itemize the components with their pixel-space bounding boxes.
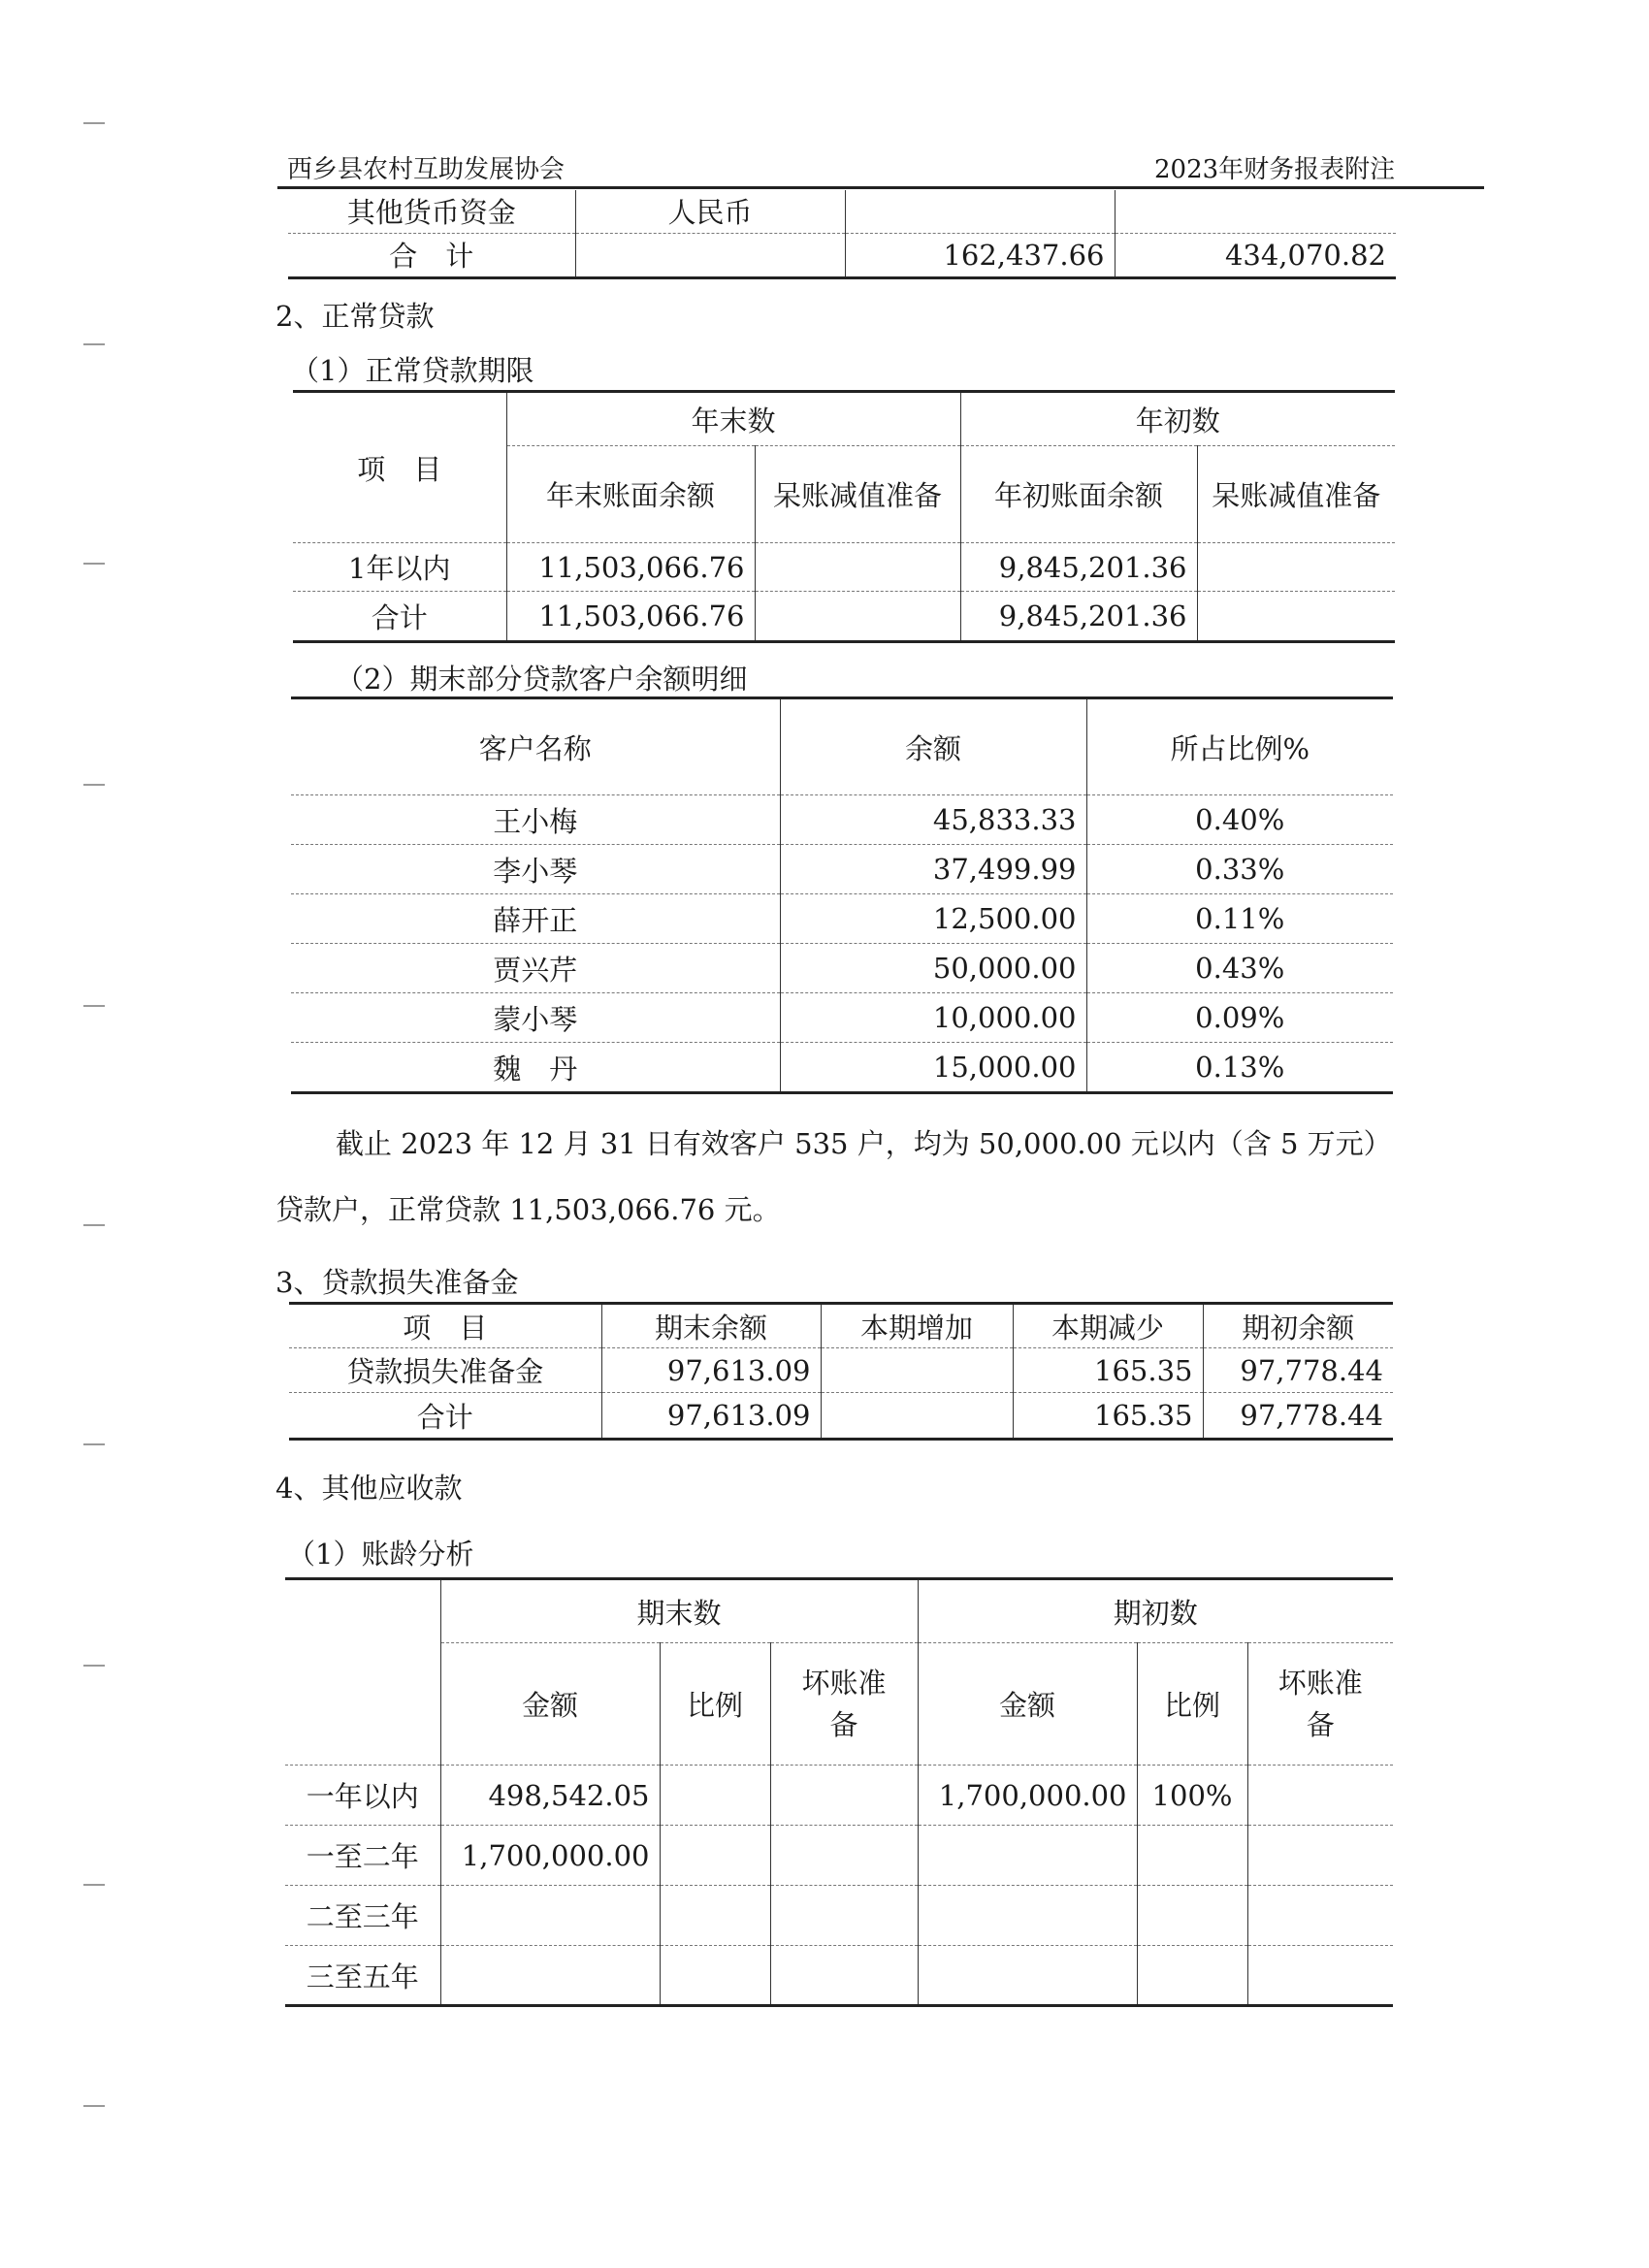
customer-ratio: 0.43% [1086,944,1393,993]
begin-balance-header: 年初账面余额 [960,446,1197,543]
cash-table [288,190,1396,279]
begin-ratio-header: 比例 [1137,1643,1247,1766]
end-bad-debt [770,1826,918,1886]
total-increase [821,1393,1013,1440]
customer-name: 贾兴芹 [291,944,780,993]
begin-ratio [1137,1946,1247,2006]
table-row [291,894,1393,944]
subsection-title: （1）正常贷款期限 [291,354,534,387]
cash-end [845,190,1115,233]
begin-bad-debt [1247,1826,1393,1886]
end-amount: 1,700,000.00 [440,1826,660,1886]
customer-name: 李小琴 [291,845,780,894]
margin-mark [83,784,105,786]
total-end-balance: 11,503,066.76 [506,592,755,642]
table-row [291,795,1393,845]
end-group-header: 年末数 [506,392,960,446]
table-row [289,1304,1393,1348]
begin-bad-debt [1247,1886,1393,1946]
total-label: 合计 [289,1393,601,1440]
begin-amount [918,1826,1137,1886]
cash-item: 其他货币资金 [288,190,575,233]
end-ratio [660,1766,770,1826]
table-row [293,592,1395,642]
begin-amount [918,1946,1137,2006]
customer-name: 魏 丹 [291,1043,780,1093]
begin-ratio: 100% [1137,1766,1247,1826]
begin-bad-debt-header [1247,1643,1393,1766]
margin-mark [83,1005,105,1007]
end-ratio-header: 比例 [660,1643,770,1766]
section-title: 2、正常贷款 [275,300,435,333]
begin-bad-debt [1247,1946,1393,2006]
cash-begin [1115,190,1396,233]
row-decrease: 165.35 [1013,1348,1203,1393]
total-begin-balance: 97,778.44 [1203,1393,1393,1440]
row-begin-reserve [1197,543,1395,592]
margin-mark [83,1884,105,1886]
table-row [293,392,1395,446]
customer-ratio: 0.40% [1086,795,1393,845]
end-balance-header: 期末余额 [601,1304,821,1348]
end-bad-debt [770,1886,918,1946]
begin-bad-debt [1247,1766,1393,1826]
customer-amount: 50,000.00 [780,944,1086,993]
customer-amount: 15,000.00 [780,1043,1086,1093]
end-ratio [660,1826,770,1886]
end-amount [440,1946,660,2006]
margin-mark [83,343,105,345]
ratio-header: 所占比例% [1086,698,1393,795]
document-title: 2023年财务报表附注 [1154,155,1396,184]
customer-name: 蒙小琴 [291,993,780,1043]
customer-ratio: 0.11% [1086,894,1393,944]
cash-currency [575,233,845,277]
subsection-title: （1）账龄分析 [287,1538,474,1571]
table-row [288,233,1396,277]
margin-mark [83,1224,105,1226]
begin-amount [918,1886,1137,1946]
end-bad-debt [770,1766,918,1826]
margin-mark [83,2105,105,2107]
customer-ratio: 0.13% [1086,1043,1393,1093]
end-amount [440,1886,660,1946]
org-name: 西乡县农村互助发展协会 [287,155,566,184]
margin-mark [83,1665,105,1667]
subsection-title: （2）期末部分贷款客户余额明细 [336,663,748,696]
summary-paragraph-line2: 贷款户，正常贷款 11,503,066.76 元。 [275,1193,781,1226]
table-row [289,1348,1393,1393]
table-row [288,190,1396,233]
margin-mark [83,122,105,124]
item-header: 项 目 [289,1304,601,1348]
end-amount: 498,542.05 [440,1766,660,1826]
row-item: 1年以内 [293,543,506,592]
begin-balance-header: 期初余额 [1203,1304,1393,1348]
table-row [285,1826,1393,1886]
table-row [285,1579,1393,1643]
row-end-reserve [755,543,960,592]
begin-group-header: 年初数 [960,392,1395,446]
total-begin-balance: 9,845,201.36 [960,592,1197,642]
increase-header: 本期增加 [821,1304,1013,1348]
end-ratio [660,1886,770,1946]
customer-balance-table [291,697,1393,1094]
table-row [289,1393,1393,1440]
total-end-reserve [755,592,960,642]
row-increase [821,1348,1013,1393]
aging-analysis-table [285,1577,1393,2007]
row-item: 贷款损失准备金 [289,1348,601,1393]
end-reserve-header: 呆账减值准备 [755,446,960,543]
total-decrease: 165.35 [1013,1393,1203,1440]
section-title: 3、贷款损失准备金 [275,1266,519,1299]
cash-total-begin: 434,070.82 [1115,233,1396,277]
amount-header: 余额 [780,698,1086,795]
begin-group-header: 期初数 [918,1579,1393,1643]
row-end-balance: 97,613.09 [601,1348,821,1393]
end-group-header: 期末数 [440,1579,918,1643]
customer-amount: 12,500.00 [780,894,1086,944]
age-label: 一年以内 [285,1766,440,1826]
end-bad-debt [770,1946,918,2006]
table-row [291,944,1393,993]
customer-amount: 37,499.99 [780,845,1086,894]
customer-ratio: 0.33% [1086,845,1393,894]
age-label: 二至三年 [285,1886,440,1946]
cash-currency: 人民币 [575,190,845,233]
end-bad-debt-header-line1: 坏账准 [801,1667,887,1701]
table-row [285,1766,1393,1826]
begin-reserve-header: 呆账减值准备 [1212,479,1381,512]
customer-name-header: 客户名称 [291,698,780,795]
customer-amount: 10,000.00 [780,993,1086,1043]
total-end-balance: 97,613.09 [601,1393,821,1440]
cash-total-label: 合 计 [288,233,575,277]
table-row [285,1946,1393,2006]
decrease-header: 本期减少 [1013,1304,1203,1348]
end-bad-debt-header [770,1643,918,1766]
loan-term-table [293,390,1395,643]
margin-mark [83,1443,105,1445]
summary-paragraph-line1: 截止 2023 年 12 月 31 日有效客户 535 户，均为 50,000.00 元以内（含 5 万元） [336,1127,1392,1160]
row-end-balance: 11,503,066.76 [506,543,755,592]
table-row [291,845,1393,894]
customer-name: 薛开正 [291,894,780,944]
begin-ratio [1137,1826,1247,1886]
begin-ratio [1137,1886,1247,1946]
total-begin-reserve [1197,592,1395,642]
begin-bad-debt-header-line2: 备 [1306,1707,1335,1741]
customer-name: 王小梅 [291,795,780,845]
row-begin-balance: 97,778.44 [1203,1348,1393,1393]
row-begin-balance: 9,845,201.36 [960,543,1197,592]
end-balance-header: 年末账面余额 [506,446,755,543]
section-title: 4、其他应收款 [275,1472,463,1505]
table-row [291,1043,1393,1093]
end-amount-header: 金额 [440,1643,660,1766]
customer-ratio: 0.09% [1086,993,1393,1043]
table-row [285,1643,1393,1766]
age-label: 一至二年 [285,1826,440,1886]
margin-mark [83,563,105,565]
loan-loss-reserve-table [289,1302,1393,1441]
begin-amount: 1,700,000.00 [918,1766,1137,1826]
table-row [291,993,1393,1043]
end-ratio [660,1946,770,2006]
customer-amount: 45,833.33 [780,795,1086,845]
header-rule [277,186,1484,189]
item-header: 项 目 [293,392,506,543]
cash-total-end: 162,437.66 [845,233,1115,277]
end-bad-debt-header-line2: 备 [829,1707,858,1741]
table-row [285,1886,1393,1946]
age-label: 三至五年 [285,1946,440,2006]
table-row [293,543,1395,592]
total-label: 合计 [293,592,506,642]
begin-amount-header: 金额 [918,1643,1137,1766]
table-row [291,698,1393,795]
begin-bad-debt-header-line1: 坏账准 [1277,1667,1363,1701]
age-corner [285,1579,440,1643]
age-header [285,1643,440,1766]
